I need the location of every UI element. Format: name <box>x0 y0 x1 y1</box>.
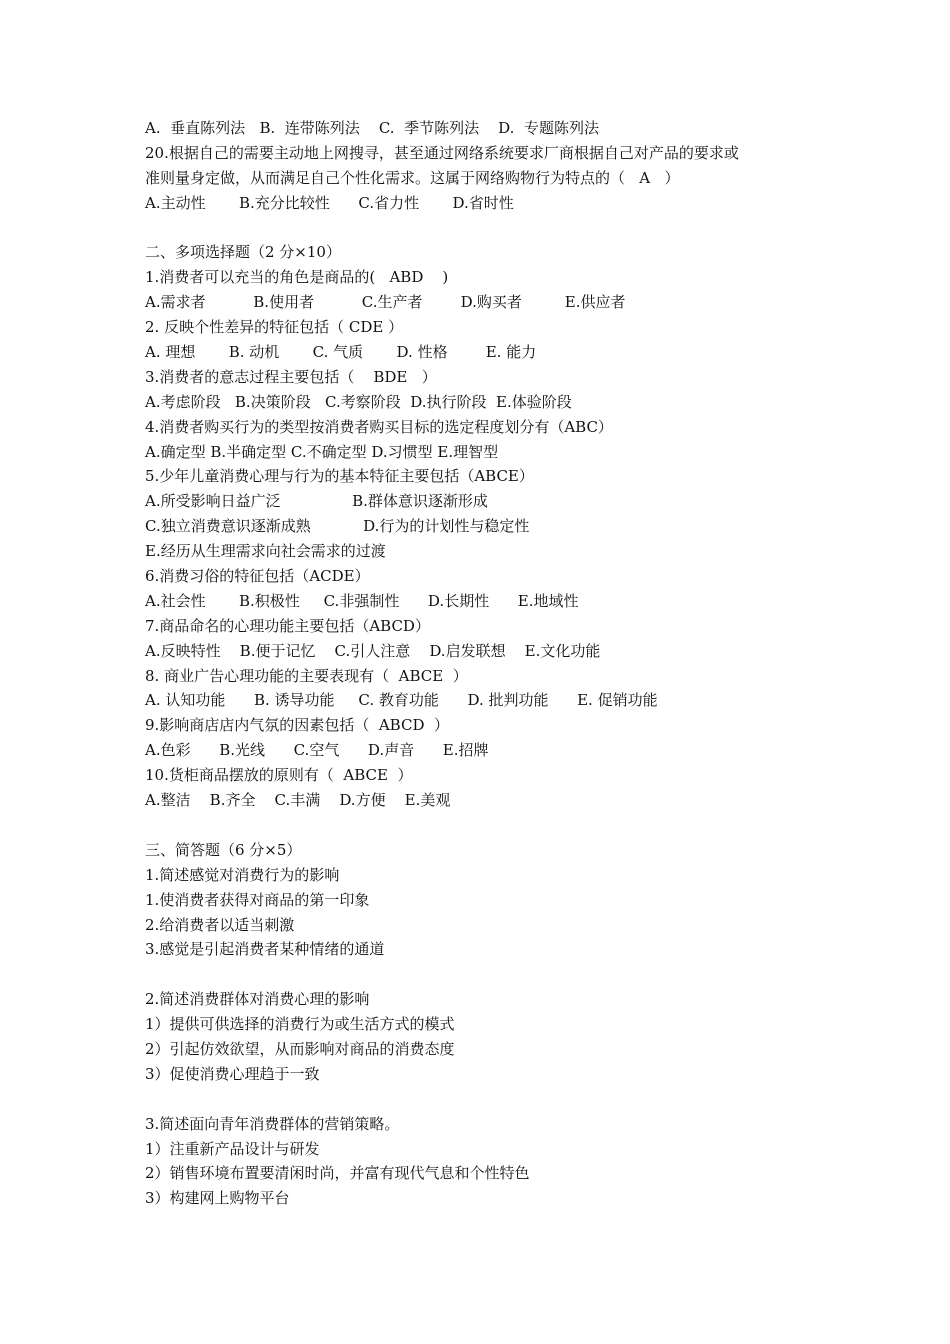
text-line: 2.简述消费群体对消费心理的影响 <box>145 990 370 1009</box>
text-line: 10.货柜商品摆放的原则有（ ABCE ） <box>145 766 413 785</box>
text-line: 2. 反映个性差异的特征包括（ CDE ） <box>145 318 404 337</box>
blank-line <box>145 813 845 838</box>
text-line: 6.消费习俗的特征包括（ACDE） <box>145 567 370 586</box>
text-line: 1）注重新产品设计与研发 <box>145 1139 320 1158</box>
text-line: 4.消费者购买行为的类型按消费者购买目标的选定程度划分有（ABC） <box>145 417 613 436</box>
text-line: A.考虑阶段 B.决策阶段 C.考察阶段 D.执行阶段 E.体验阶段 <box>145 392 572 411</box>
text-line: 3.简述面向青年消费群体的营销策略。 <box>145 1114 400 1133</box>
text-line: 9.影响商店店内气氛的因素包括（ ABCD ） <box>145 716 450 735</box>
text-line: 3.消费者的意志过程主要包括（ BDE ） <box>145 367 437 386</box>
text-line: 1）提供可供选择的消费行为或生活方式的模式 <box>145 1015 455 1034</box>
text-line: A. 理想 B. 动机 C. 气质 D. 性格 E. 能力 <box>145 343 537 362</box>
text-line: 准则量身定做，从而满足自己个性化需求。这属于网络购物行为特点的（ A ） <box>145 168 680 187</box>
text-line: 7.商品命名的心理功能主要包括（ABCD） <box>145 616 430 635</box>
text-line: A. 垂直陈列法 B. 连带陈列法 C. 季节陈列法 D. 专题陈列法 <box>145 119 599 137</box>
text-line: 三、简答题（6 分×5） <box>145 840 302 859</box>
text-line: C.独立消费意识逐渐成熟 D.行为的计划性与稳定性 <box>145 517 530 536</box>
blank-line <box>145 216 845 241</box>
text-line: 20.根据自己的需要主动地上网搜寻，甚至通过网络系统要求厂商根据自己对产品的要求或 <box>145 143 739 162</box>
text-line: 2）销售环境布置要清闲时尚，并富有现代气息和个性特色 <box>145 1164 530 1183</box>
text-line: 5.少年儿童消费心理与行为的基本特征主要包括（ABCE） <box>145 467 534 486</box>
text-line: 3.感觉是引起消费者某种情绪的通道 <box>145 940 385 959</box>
text-line: 2）引起仿效欲望，从而影响对商品的消费态度 <box>145 1039 455 1058</box>
text-line: 3）构建网上购物平台 <box>145 1189 290 1208</box>
text-line: A. 认知功能 B. 诱导功能 C. 教育功能 D. 批判功能 E. 促销功能 <box>145 691 658 710</box>
document-body <box>145 116 845 1211</box>
text-line: A.反映特性 B.便于记忆 C.引人注意 D.启发联想 E.文化功能 <box>145 641 601 660</box>
text-line: A.整洁 B.齐全 C.丰满 D.方便 E.美观 <box>145 791 451 810</box>
blank-line <box>145 962 845 987</box>
text-line: 1.消费者可以充当的角色是商品的( ABD ) <box>145 268 449 287</box>
text-line: 2.给消费者以适当刺激 <box>145 915 295 934</box>
text-line: A.社会性 B.积极性 C.非强制性 D.长期性 E.地域性 <box>145 591 579 610</box>
text-line: E.经历从生理需求向社会需求的过渡 <box>145 542 386 561</box>
text-line: A.需求者 B.使用者 C.生产者 D.购买者 E.供应者 <box>145 293 626 312</box>
text-line: 1.使消费者获得对商品的第一印象 <box>145 890 370 909</box>
text-line: 3）促使消费心理趋于一致 <box>145 1064 320 1083</box>
text-line: A.所受影响日益广泛 B.群体意识逐渐形成 <box>145 492 488 511</box>
text-line: A.主动性 B.充分比较性 C.省力性 D.省时性 <box>145 193 514 212</box>
text-line: A.色彩 B.光线 C.空气 D.声音 E.招牌 <box>145 741 489 760</box>
text-line: 二、多项选择题（2 分×10） <box>145 243 341 262</box>
blank-line <box>145 1087 845 1112</box>
text-line: 1.简述感觉对消费行为的影响 <box>145 865 340 884</box>
text-line: 8. 商业广告心理功能的主要表现有（ ABCE ） <box>145 666 468 685</box>
text-line: A.确定型 B.半确定型 C.不确定型 D.习惯型 E.理智型 <box>145 442 499 461</box>
